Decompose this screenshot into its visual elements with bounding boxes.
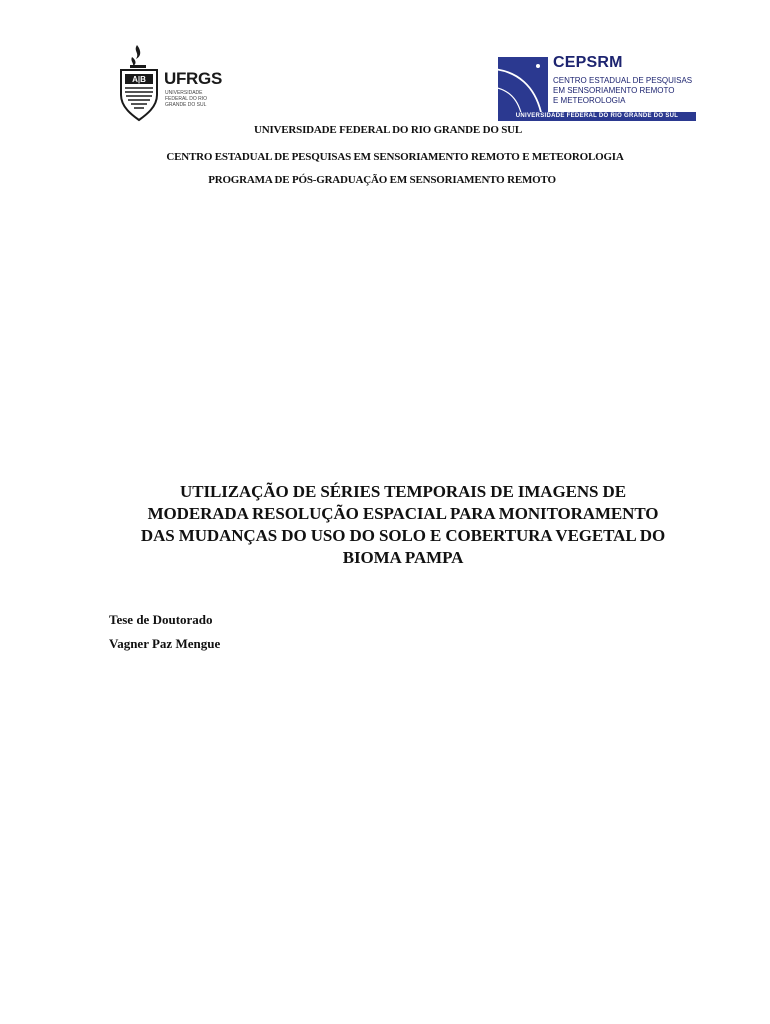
thesis-title-line: BIOMA PAMPA <box>342 548 464 567</box>
university-name: UNIVERSIDADE FEDERAL DO RIO GRANDE DO SUL <box>253 124 523 136</box>
thesis-title-line: UTILIZAÇÃO DE SÉRIES TEMPORAIS DE IMAGENS DE <box>180 482 626 501</box>
ufrgs-logo-name: UFRGS <box>164 69 223 88</box>
cepsrm-desc-line: E METEOROLOGIA <box>553 96 626 105</box>
cepsrm-logo-bar: UNIVERSIDADE FEDERAL DO RIO GRANDE DO SUL <box>498 112 696 121</box>
ufrgs-logo-subtitle: UNIVERSIDADE FEDERAL DO RIO GRANDE DO SUL <box>165 90 208 108</box>
cepsrm-emblem-icon <box>498 57 548 112</box>
document-type: Tese de Doutorado <box>109 612 213 627</box>
cepsrm-logo <box>498 54 696 121</box>
thesis-title <box>100 481 706 569</box>
cepsrm-logo-name: CEPSRM <box>553 54 623 71</box>
cepsrm-desc-line: EM SENSORIAMENTO REMOTO <box>553 86 675 95</box>
research-center-name: CENTRO ESTADUAL DE PESQUISAS EM SENSORIAMENTO REMOTO E METEOROLOGIA <box>166 151 624 163</box>
cepsrm-desc-line: CENTRO ESTADUAL DE PESQUISAS <box>553 76 693 85</box>
svg-text:A|B: A|B <box>132 75 146 84</box>
cepsrm-logo-description <box>553 76 698 106</box>
thesis-title-line: MODERADA RESOLUÇÃO ESPACIAL PARA MONITORAMENTO <box>147 504 659 523</box>
graduate-program-name: PROGRAMA DE PÓS-GRADUAÇÃO EM SENSORIAMENTO REMOTO <box>208 174 556 186</box>
thesis-title-line: DAS MUDANÇAS DO USO DO SOLO E COBERTURA VEGETAL DO <box>140 526 666 545</box>
ufrgs-logo <box>118 43 230 123</box>
ufrgs-crest-icon <box>118 43 160 123</box>
author-name: Vagner Paz Mengue <box>109 636 221 651</box>
